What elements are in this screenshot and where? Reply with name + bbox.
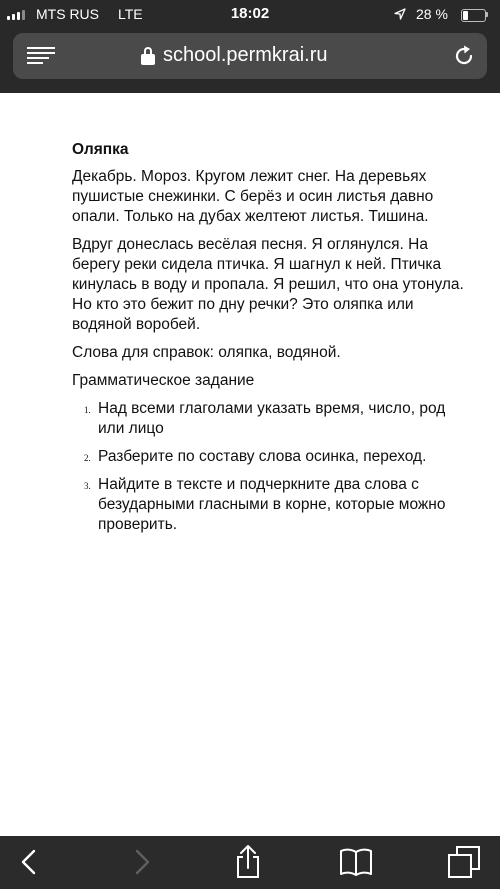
document-title: Оляпка xyxy=(72,141,129,158)
list-item xyxy=(72,475,467,535)
task-list xyxy=(72,399,467,535)
bookmarks-icon[interactable] xyxy=(338,844,374,880)
list-number: 3. xyxy=(84,481,91,491)
list-item xyxy=(72,447,467,467)
battery-icon xyxy=(461,9,486,22)
browser-chrome xyxy=(0,0,500,93)
list-number: 1. xyxy=(84,405,91,415)
address-bar[interactable] xyxy=(13,33,487,79)
clock: 18:02 xyxy=(230,5,270,22)
tabs-icon[interactable] xyxy=(446,844,482,880)
list-item xyxy=(72,399,467,439)
battery-percent: 28 % xyxy=(416,6,448,22)
share-icon[interactable] xyxy=(230,844,266,880)
url-text[interactable]: school.permkrai.ru xyxy=(163,44,328,66)
task-text: Над всеми глаголами указать время, число, род или лицо xyxy=(98,400,446,437)
status-bar xyxy=(0,0,500,28)
task-text: Найдите в тексте и подчеркните два слова с безударными гласными в корне, которые можно проверить. xyxy=(98,476,446,533)
bottom-toolbar xyxy=(0,836,500,889)
battery-level xyxy=(463,11,468,20)
task-text: Разберите по составу слова осинка, переход. xyxy=(98,448,427,465)
reference-words: Слова для справок: оляпка, водяной. xyxy=(72,344,341,361)
document-content xyxy=(72,140,467,543)
location-arrow-icon xyxy=(394,8,406,20)
forward-icon[interactable] xyxy=(123,844,159,880)
reload-icon[interactable] xyxy=(452,44,476,68)
back-icon[interactable] xyxy=(12,844,48,880)
paragraph: Вдруг донеслась весёлая песня. Я оглянулся. На берегу реки сидела птичка. Я шагнул к ней. Птичка кинулась в воду и пропала. Я решил, что она утонула. Но кто это бежит по дну речки? Это оляпка или водяной воробей. xyxy=(72,236,464,333)
lock-icon xyxy=(141,47,155,65)
reader-menu-icon[interactable] xyxy=(27,47,55,65)
paragraph: Декабрь. Мороз. Кругом лежит снег. На деревьях пушистые снежинки. С берёз и осин листья давно опали. Только на дубах желтеют листья. Тишина. xyxy=(72,168,434,225)
list-number: 2. xyxy=(84,453,91,463)
carrier-name: MTS RUS xyxy=(36,6,99,22)
assignment-heading: Грамматическое задание xyxy=(72,372,255,389)
network-type: LTE xyxy=(118,6,143,22)
battery-cap xyxy=(486,12,488,17)
